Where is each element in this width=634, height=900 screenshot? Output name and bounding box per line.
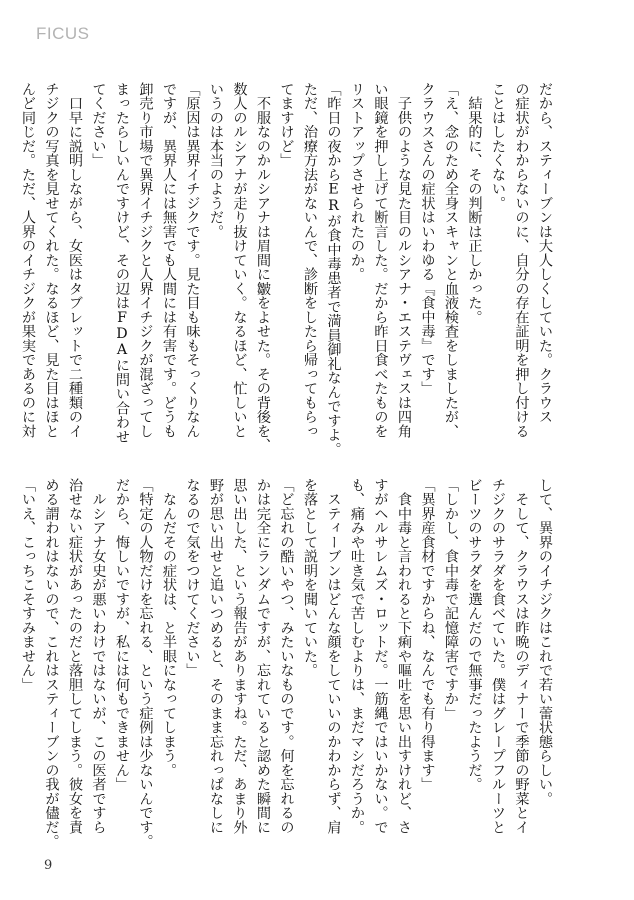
text-line: 数人のルシアナが走り抜けていく。なるほど、忙しいと — [231, 82, 248, 439]
text-line: を落として説明を聞いていた。 — [302, 478, 318, 678]
text-line: 野が思い出せと追いつめると、そのまま忘れっぱなしに — [208, 478, 224, 835]
text-line: 治せない症状があったのだと落胆してしまう。彼女を責 — [67, 478, 83, 835]
text-line: の症状がわからないのに、自分の存在証明を押し付ける — [513, 82, 530, 439]
text-line: 思い出した、という報告がありますね。ただ、あまり外 — [231, 478, 248, 835]
text-line: ただ、治療方法がないんで、診断をしたら帰ってもらっ — [302, 82, 318, 439]
text-line: 「特定の人物だけを忘れる、という症例は少ないんです。 — [137, 478, 154, 849]
text-line: ことはしたくない。 — [490, 82, 506, 211]
text-line: チジクの写真を見せてくれた。なるほど、見た目はほと — [43, 82, 60, 439]
text-line: して、異界のイチジクはこれで若い蕾状態らしい。 — [537, 478, 553, 806]
text-line: 「いえ、こっちこそすみません」 — [20, 478, 36, 692]
text-line: そして、クラウスは昨晩のディナーで季節の野菜とイ — [513, 478, 530, 835]
text-line: なんだその症状は、と半眼になってしまう。 — [161, 478, 177, 778]
text-line: かは完全にランダムですが、忘れていると認めた瞬間に — [255, 478, 271, 835]
text-line: 「ど忘れの酷いやつ、みたいなものです。何を忘れるの — [278, 478, 295, 835]
text-line: リストアップさせられたのか。 — [349, 82, 365, 282]
text-line: すがヘルサレムズ・ロットだ。一筋縄ではいかない。で — [372, 478, 389, 835]
text-line: も、痛みや吐き気で苦しむよりは、まだマシだろうか。 — [349, 478, 365, 835]
text-line: める謂われはないので、これはスティーブンの我が儘だ。 — [43, 478, 60, 849]
text-line: ですが、異界人には無害でも人間には有害です。どうも — [161, 82, 177, 439]
text-block-top — [20, 82, 556, 457]
text-line: スティーブンはどんな顔をしていいのかわからず、肩 — [325, 478, 342, 835]
text-line: 結果的に、その判断は正しかった。 — [466, 82, 483, 325]
text-block-bottom — [20, 478, 556, 850]
text-line: 卸売り市場で異界イチジクと人界イチジクが混ざってし — [137, 82, 154, 439]
text-line: ルシアナ女史が悪いわけではないが、この医者ですら — [90, 478, 107, 835]
text-line: てますけど」 — [278, 82, 295, 168]
book-title-header: FICUS — [36, 24, 90, 43]
text-line: 口早に説明しながら、女医はタブレットで二種類のイ — [67, 82, 83, 439]
text-line: だから、スティーブンは大人しくしていた。クラウス — [537, 82, 553, 424]
text-line: 「え、念のため全身スキャンと血液検査をしましたが、 — [443, 82, 459, 439]
text-line: 子供のような見た目のルシアナ・エステヴェスは四角 — [396, 82, 412, 439]
text-line: 食中毒と言われると下痢や嘔吐を思い出すけれど、さ — [396, 478, 412, 835]
text-line: 「昨日の夜からERが食中毒患者で満員御礼なんですよ。 — [325, 82, 342, 457]
text-line: まったらしいんですけど、その辺はFDAに問い合わせ — [114, 82, 130, 444]
text-line: なるので気をつけてください」 — [184, 478, 201, 678]
text-line: いうのは本当のようだ。 — [208, 82, 224, 239]
text-line: 「原因は異界イチジクです。見た目も味もそっくりなん — [184, 82, 201, 439]
text-line: ビーツのサラダを選んだので無事だったようだ。 — [466, 478, 483, 792]
text-line: 不服なのかルシアナは眉間に皺をよせた。その背後を、 — [255, 82, 271, 453]
text-line: 「しかし、食中毒で記憶障害ですか」 — [443, 478, 459, 721]
page-number: 9 — [44, 858, 53, 873]
text-line: チジクのサラダを食べていた。僕はグレープフルーツと — [490, 478, 506, 835]
text-line: だから、悔しいですが、私には何もできません」 — [114, 478, 130, 792]
text-line: い眼鏡を押し上げて断言した。だから昨日食べたものを — [372, 82, 389, 439]
text-line: てください」 — [90, 82, 107, 168]
text-line: 「異界産食材ですからね、なんでも有り得ます」 — [419, 478, 436, 792]
text-line: んど同じだ。ただ、人界のイチジクが果実であるのに対 — [20, 82, 36, 439]
text-line: クラウスさんの症状はいわゆる『食中毒』です」 — [419, 82, 436, 396]
